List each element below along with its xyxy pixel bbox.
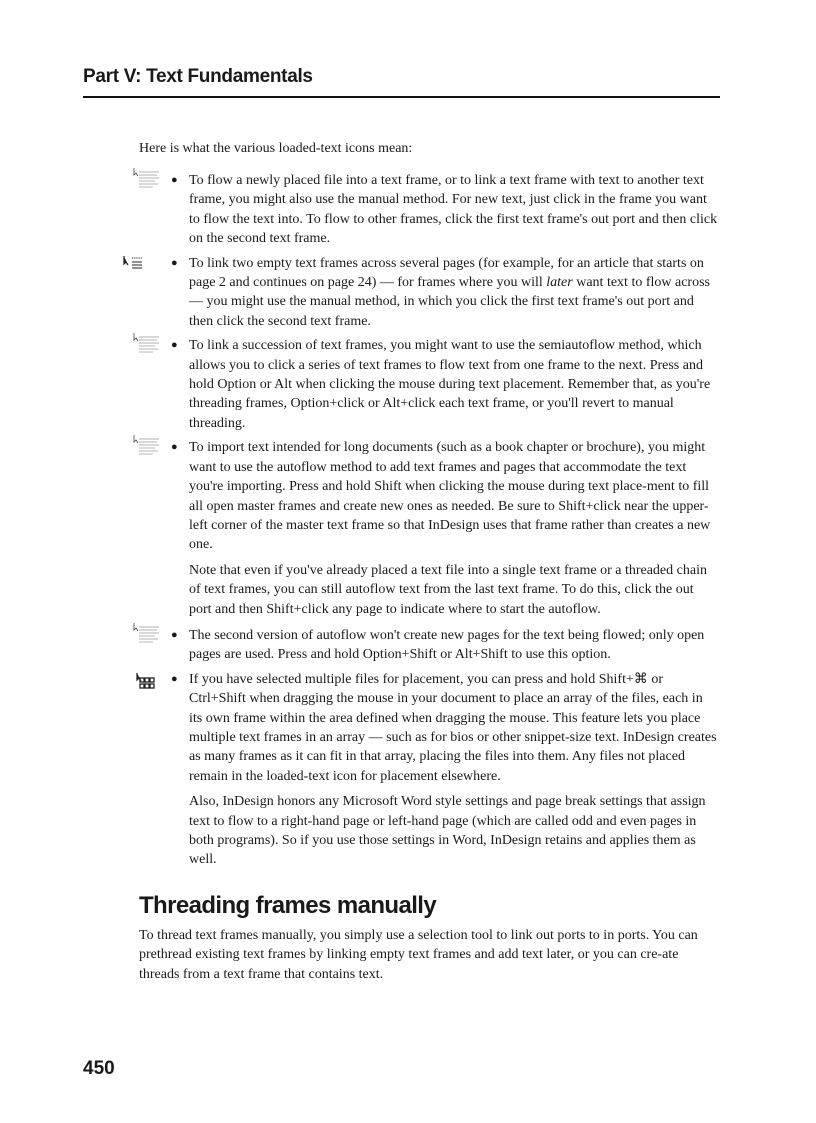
bullet-text: To link a succession of text frames, you might want to use the semiautoflow method, which allows you to click a series of text frames to flow text from one frame to the next. Press and hold Option or Alt when clicking the mouse during text placement. Remember that, as you're threading frames, Option+click or Alt+click each text frame, or you'll revert to manual threading. bbox=[189, 338, 711, 431]
bullet-dot: ● bbox=[171, 628, 178, 641]
word-settings-note-paragraph: Also, InDesign honors any Microsoft Word style settings and page break settings that assign text to flow to a right-hand page or left-hand page (which are called odd and even pages in both programs). So if you use those settings in Word, InDesign retains and applies them as well. bbox=[189, 794, 706, 868]
bullet-text-before: To link two empty text frames across several pages (for example, for an article that starts on page 2 and continues on page 24) — for frames where you will bbox=[189, 255, 704, 291]
manual-flow-icon bbox=[123, 255, 143, 271]
fixed-page-autoflow-icon bbox=[133, 622, 161, 648]
bullet-dot: ● bbox=[171, 339, 178, 352]
bullet-dot: ● bbox=[171, 174, 178, 186]
section-body-paragraph: To thread text frames manually, you simply use a selection tool to link out ports to in ports. You can prethread existing text frames by linking empty text frames and add text later, or you can cre-ate threads from a text frame that contains text. bbox=[139, 927, 698, 982]
bullet-item-autoflow bbox=[139, 438, 719, 554]
bullet-item-semiautoflow bbox=[139, 336, 719, 433]
bullet-dot: ● bbox=[171, 441, 178, 454]
loaded-text-icon bbox=[133, 167, 161, 193]
semiautoflow-icon bbox=[133, 332, 161, 358]
bullet-item-multiple-files bbox=[139, 670, 719, 786]
autoflow-note-paragraph: Note that even if you've already placed a text file into a single text frame or a threaded chain of text frames, you can still autoflow text from the last text frame. To do this, click the out port and then Shift+click any page to indicate where to start the autoflow. bbox=[189, 562, 707, 617]
multiple-files-grid-icon bbox=[136, 672, 156, 690]
autoflow-icon bbox=[133, 434, 161, 460]
bullet-text-italic: later bbox=[546, 275, 573, 291]
bullet-text-after: want text to flow across — you might use the manual method, in which you click the first text frame's out port and then click the second text frame. bbox=[189, 275, 710, 329]
section-heading: Threading frames manually bbox=[139, 891, 437, 919]
body-content bbox=[139, 139, 719, 984]
page-number: 450 bbox=[83, 1058, 115, 1079]
intro-paragraph: Here is what the various loaded-text icons mean: bbox=[139, 141, 413, 156]
bullet-dot: ● bbox=[171, 672, 178, 685]
bullet-text: If you have selected multiple files for placement, you can press and hold Shift+⌘ or Ctrl+Shift when dragging the mouse in your document to place an array of the files, each in its own frame within the area defined when dragging the mouse. This feature lets you place multiple text frames in an array — such as for bios or other snippet-size text. InDesign creates as many frames as it can fit in that array, placing the files into them. Any files not placed remain in the loaded-text icon for placement elsewhere. bbox=[189, 671, 717, 784]
bullet-text: To flow a newly placed file into a text frame, or to link a text frame with text to another text frame, you might also use the manual method. For new text, just click in the frame you want to flow the text into. To flow to other frames, click the first text frame's out port and then click on the second text frame. bbox=[189, 173, 718, 247]
bullet-item-manual-flow-new-text bbox=[139, 171, 719, 249]
bullet-text: The second version of autoflow won't create new pages for the text being flowed; only open pages are used. Press and hold Option+Shift or Alt+Shift to use this option. bbox=[189, 627, 705, 663]
bullet-text: To import text intended for long documents (such as a book chapter or brochure), you might want to use the autoflow method to add text frames and pages that accommodate the text you're importing. Press and hold Shift when clicking the mouse during text place-ment to fill all open master frames and create new ones as needed. Be sure to Shift+click near the upper-left corner of the master text frame so that InDesign uses that frame rather than creates a new one. bbox=[189, 440, 711, 553]
running-head: Part V: Text Fundamentals bbox=[83, 66, 720, 98]
bullet-dot: ● bbox=[171, 256, 178, 269]
bullet-item-manual-flow-empty-frames bbox=[139, 254, 719, 332]
bullet-item-fixed-page-autoflow bbox=[139, 626, 719, 665]
